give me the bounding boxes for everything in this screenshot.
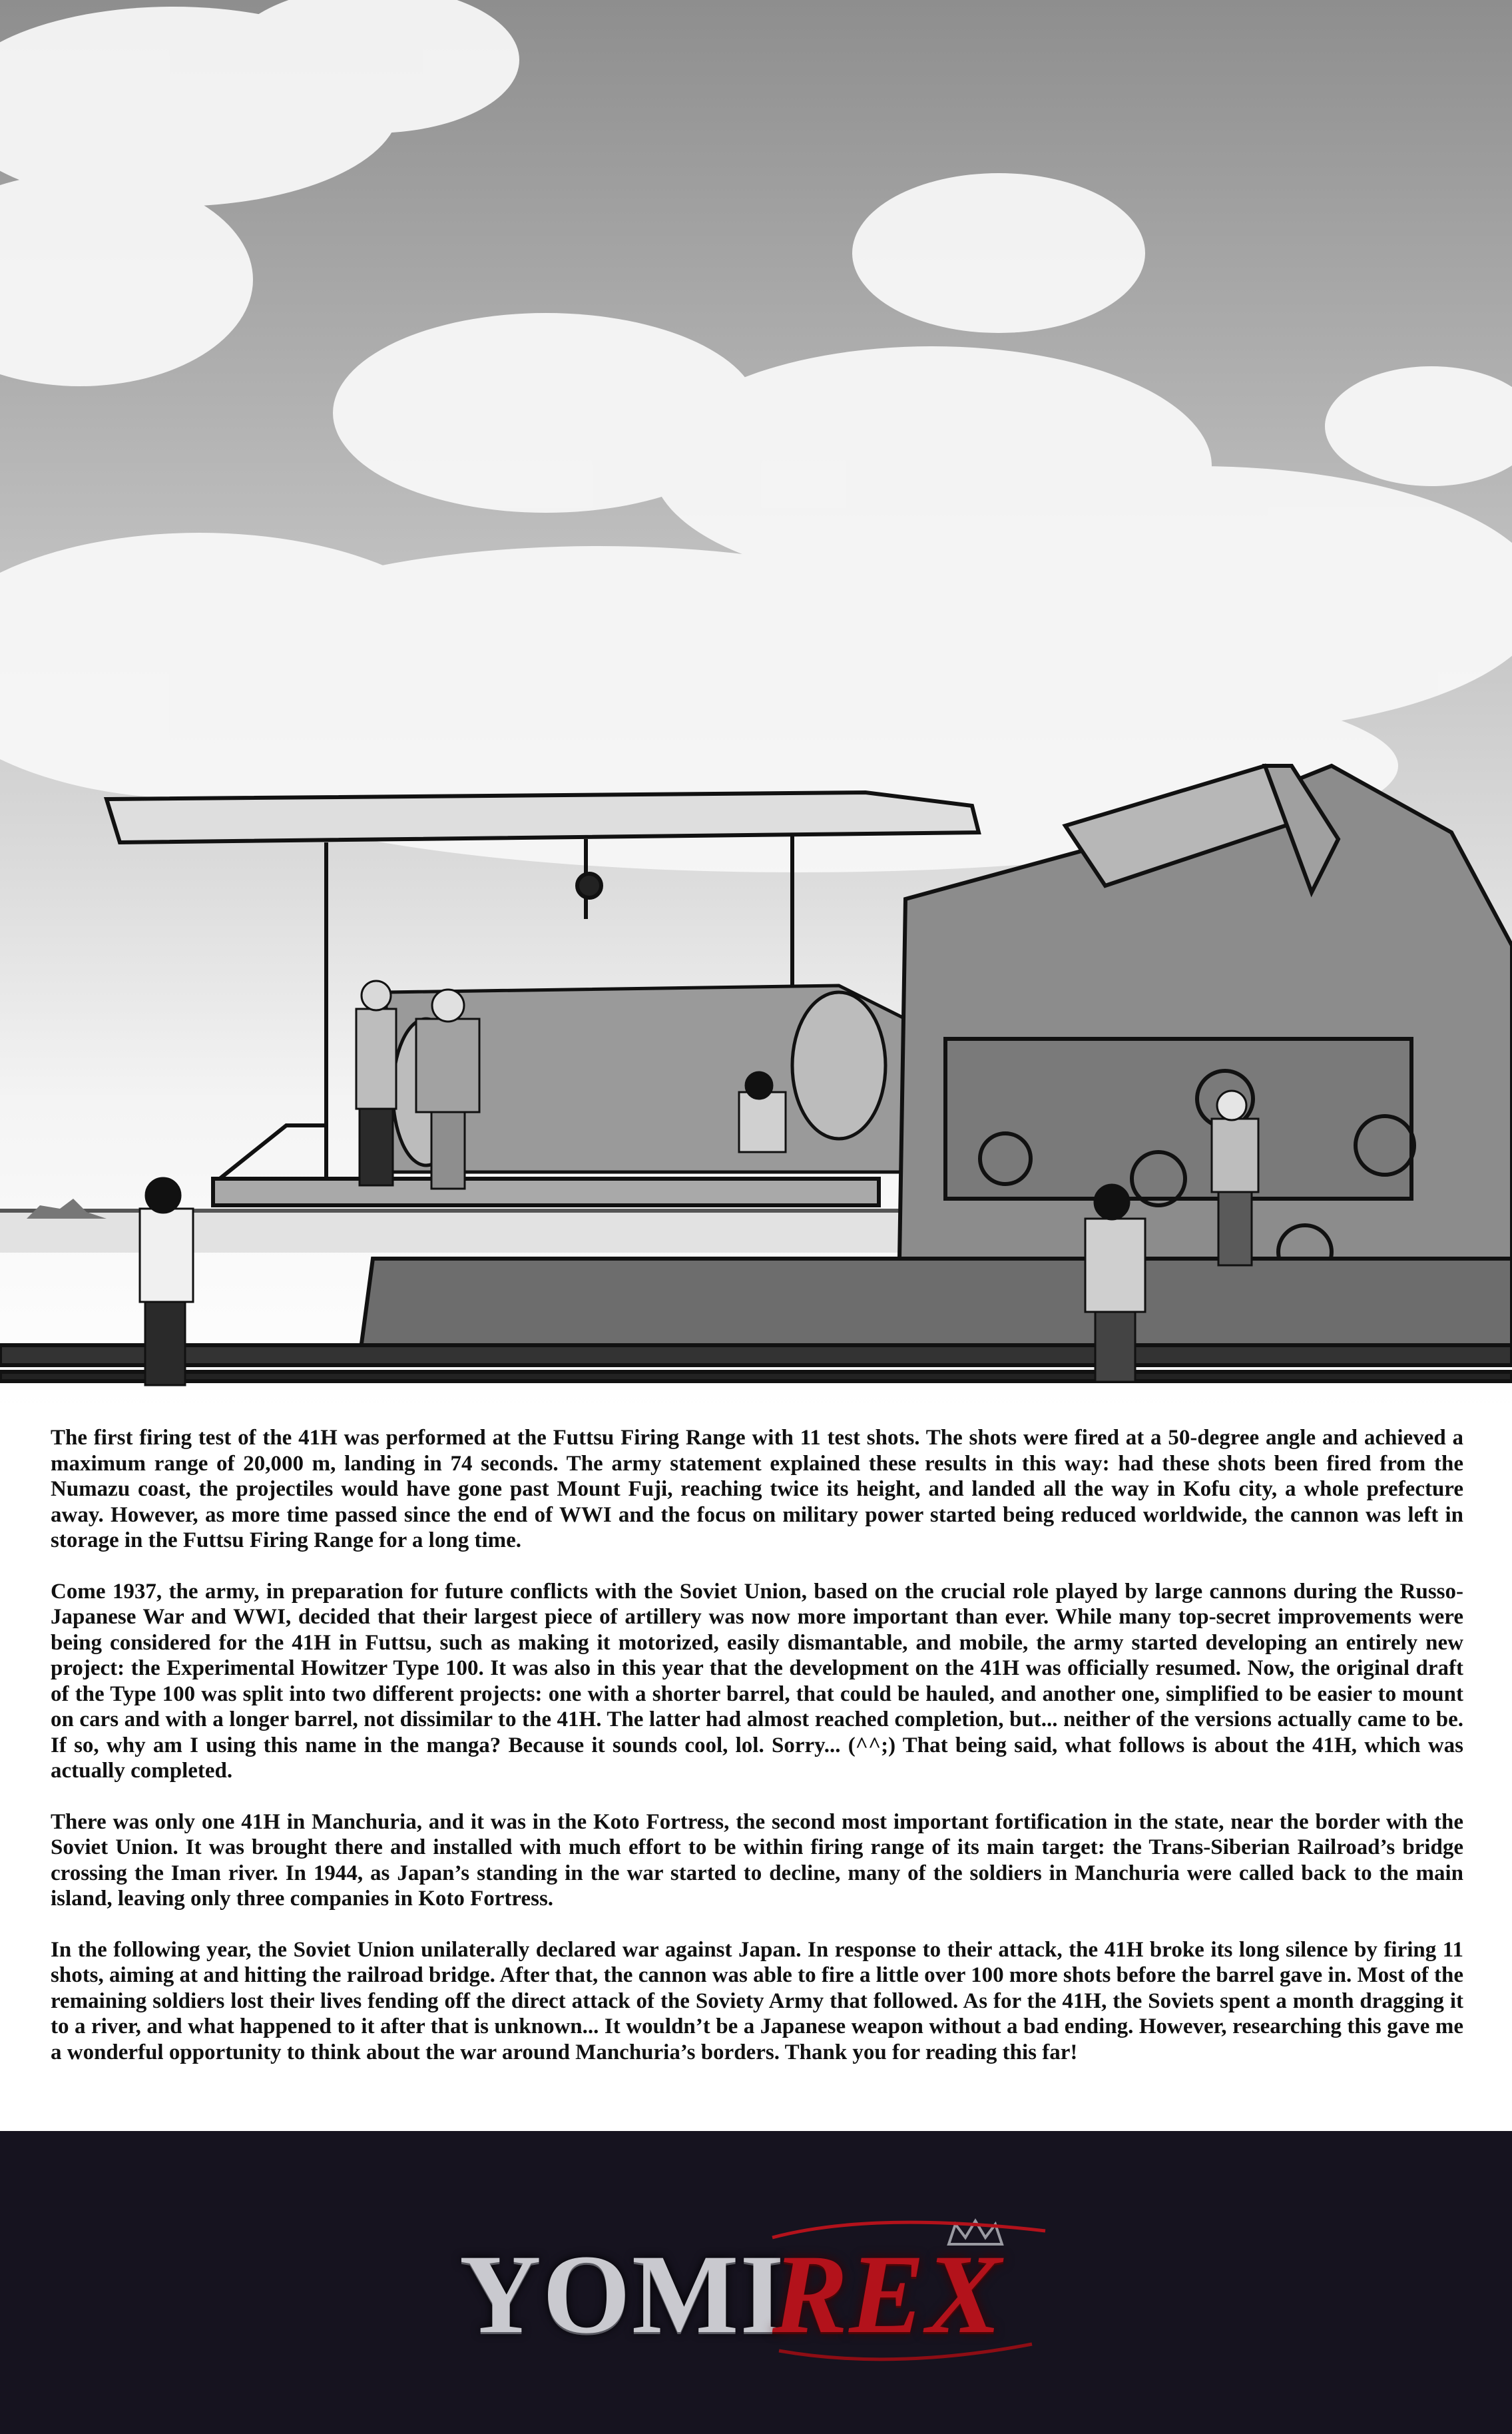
article-paragraph-4: In the following year, the Soviet Union unilaterally declared war against Japan. In response to their attack, the 41H broke its long silence by firing 11 shots, aiming at and hitting the railroad bridge. After that, the cannon was able to fire a little over 100 more shots before the barrel gave in. Most of the remaining soldiers lost their lives fending off the direct attack of the Soviety Army that followed. As for the 41H, the Soviets spent a month dragging it to a river, and what happened to it after that is unknown... It wouldn’t be a Japanese weapon without a bad ending. However, researching this gave me a wonderful opportunity to think about the war around Manchuria’s borders. Thank you for reading this far! [51,1937,1463,2064]
article-paragraph-3: There was only one 41H in Manchuria, and it was in the Koto Fortress, the second most important fortification in the state, near the border with the Soviet Union. It was brought there and installed with much effort to be within firing range of its main target: the Trans-Siberian Railroad’s bridge crossing the Iman river. In 1944, as Japan’s standing in the war started to decline, many of the soldiers in Manchuria were called back to the main island, leaving only three companies in Koto Fortress. [51,1809,1463,1911]
logo-text-rex: REX [772,2232,1003,2357]
article-paragraph-1: The first firing test of the 41H was performed at the Futtsu Firing Range with 11 test shots. The shots were fired at a 50-degree angle and achieved a maximum range of 20,000 m, landing in 74 seconds. The army statement explained these results in this way: had these shots been fired from the Numazu coast, the projectiles would have gone past Mount Fuji, reaching twice its height, and landed all the way in Kofu city, a whole prefecture away. However, as more time passed since the end of WWI and the focus on military power started being reduced worldwide, the cannon was left in storage in the Futtsu Firing Range for a long time. [51,1426,1463,1552]
yomirex-logo [459,2218,1059,2364]
article-paragraph-2: Come 1937, the army, in preparation for future conflicts with the Soviet Union, based on the crucial role played by large cannons during the Russo-Japanese War and WWI, decided that their largest piece of artillery was now more important than ever. While many top-secret improvements were being considered for the 41H in Futtsu, such as making it motorized, easily dismantable, and mobile, the army started developing an entirely new project: the Experimental Howitzer Type 100. It was also in this year that the development on the 41H was officially resumed. Now, the original draft of the Type 100 was split into two different projects: one with a shorter barrel, that could be hauled, and another one, simplified to be easier to mount on cars and with a longer barrel, not dissimilar to the 41H. The latter had almost reached completion, but... neither of the versions actually came to be. If so, why am I using this name in the manga? Because it sounds cool, lol. Sorry... (^^;) That being said, what follows is about the 41H, which was actually completed. [51,1579,1463,1783]
logo-text-yomi: YOMI [459,2232,786,2357]
clouds [0,0,1512,872]
crown-icon [459,2218,1059,2364]
article-text [51,1425,1463,2090]
